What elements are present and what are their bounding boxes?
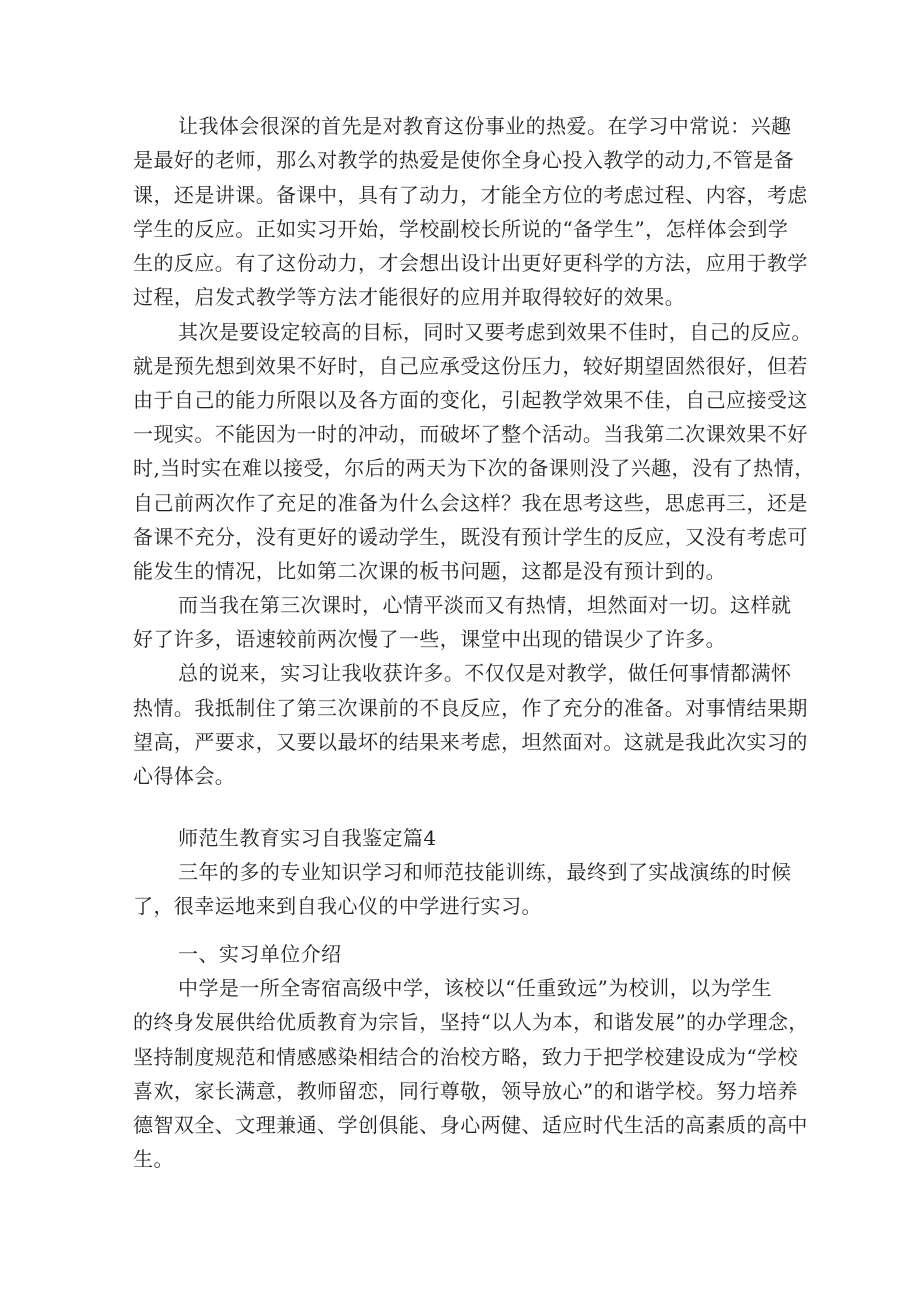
p4-line-2: 热情。我抵制住了第三次课前的不良反应，作了充分的准备。对事情结果期 bbox=[133, 696, 808, 720]
p1-line-3: 课，还是讲课。备课中，具有了动力，才能全方位的考虑过程、内容，考虑 bbox=[133, 183, 808, 207]
p5-line-1: 三年的多的专业知识学习和师范技能训练，最终到了实战演练的时候 bbox=[178, 860, 792, 884]
p2-line-4: 一现实。不能因为一时的冲动，而破坏了整个活动。当我第二次课效果不好 bbox=[133, 422, 808, 446]
p6-line-3: 坚持制度规范和情感感染相结合的治校方略，致力于把学校建设成为“学校 bbox=[133, 1045, 799, 1069]
p1-line-2: 是最好的老师，那么对教学的热爱是使你全身心投入教学的动力,不管是备 bbox=[133, 148, 795, 172]
p6-line-2: 的终身发展供给优质教育为宗旨，坚持“以人为本，和谐发展”的办学理念， bbox=[133, 1010, 809, 1034]
p4-line-4: 心得体会。 bbox=[133, 764, 236, 788]
p6-line-1: 中学是一所全寄宿高级中学，该校以“任重致远”为校训，以为学生 bbox=[178, 976, 772, 1000]
p4-line-1: 总的说来，实习让我收获许多。不仅仅是对教学，做任何事情都满怀 bbox=[178, 661, 792, 685]
p6-line-4: 喜欢，家长满意，教师留恋，同行尊敬，领导放心”的和谐学校。努力培养 bbox=[133, 1079, 799, 1103]
p2-line-2: 就是预先想到效果不好时，自己应承受这份压力，较好期望固然很好，但若 bbox=[133, 354, 808, 378]
p6-line-5: 德智双全、文理兼通、学创俱能、身心两健、适应时代生活的高素质的高中 bbox=[133, 1113, 808, 1137]
p5-line-2: 了，很幸运地来到自我心仪的中学进行实习。 bbox=[133, 894, 542, 918]
p1-line-4: 学生的反应。正如实习开始，学校副校长所说的“备学生”，怎样体会到学 bbox=[133, 217, 789, 241]
p2-line-7: 备课不充分，没有更好的谖动学生，既没有预计学生的反应，又没有考虑可 bbox=[133, 525, 808, 549]
p1-line-6: 过程，启发式教学等方法才能很好的应用并取得较好的效果。 bbox=[133, 285, 686, 309]
p2-line-8: 能发生的情况，比如第二次课的板书问题，这都是没有预计到的。 bbox=[133, 559, 727, 583]
p6-line-6: 生。 bbox=[133, 1147, 174, 1171]
p1-line-1: 让我体会很深的首先是对教育这份事业的热爱。在学习中常说：兴趣 bbox=[178, 114, 792, 138]
p2-line-5: 时,当时实在难以接受，尔后的两天为下次的备课则没了兴趣，没有了热情， bbox=[133, 456, 815, 480]
p3-line-1: 而当我在第三次课时，心情平淡而又有热情，坦然面对一切。这样就 bbox=[178, 593, 792, 617]
p3-line-2: 好了许多，语速较前两次慢了一些，课堂中出现的错误少了许多。 bbox=[133, 627, 727, 651]
p2-line-3: 由于自己的能力所限以及各方面的变化，引起教学效果不佳，自己应接受这 bbox=[133, 388, 808, 412]
p2-line-6: 自己前两次作了充足的准备为什么会这样？我在思考这些，思虑再三，还是 bbox=[133, 491, 808, 515]
section-heading: 师范生教育实习自我鉴定篇4 bbox=[178, 826, 437, 850]
p4-line-3: 望高，严要求，又要以最坏的结果来考虑，坦然面对。这就是我此次实习的 bbox=[133, 730, 808, 754]
subheading: 一、实习单位介绍 bbox=[178, 942, 342, 966]
p1-line-5: 生的反应。有了这份动力，才会想出设计出更好更科学的方法，应用于教学 bbox=[133, 251, 808, 275]
p2-line-1: 其次是要设定较高的目标，同时又要考虑到效果不佳时，自己的反应。 bbox=[178, 320, 812, 344]
